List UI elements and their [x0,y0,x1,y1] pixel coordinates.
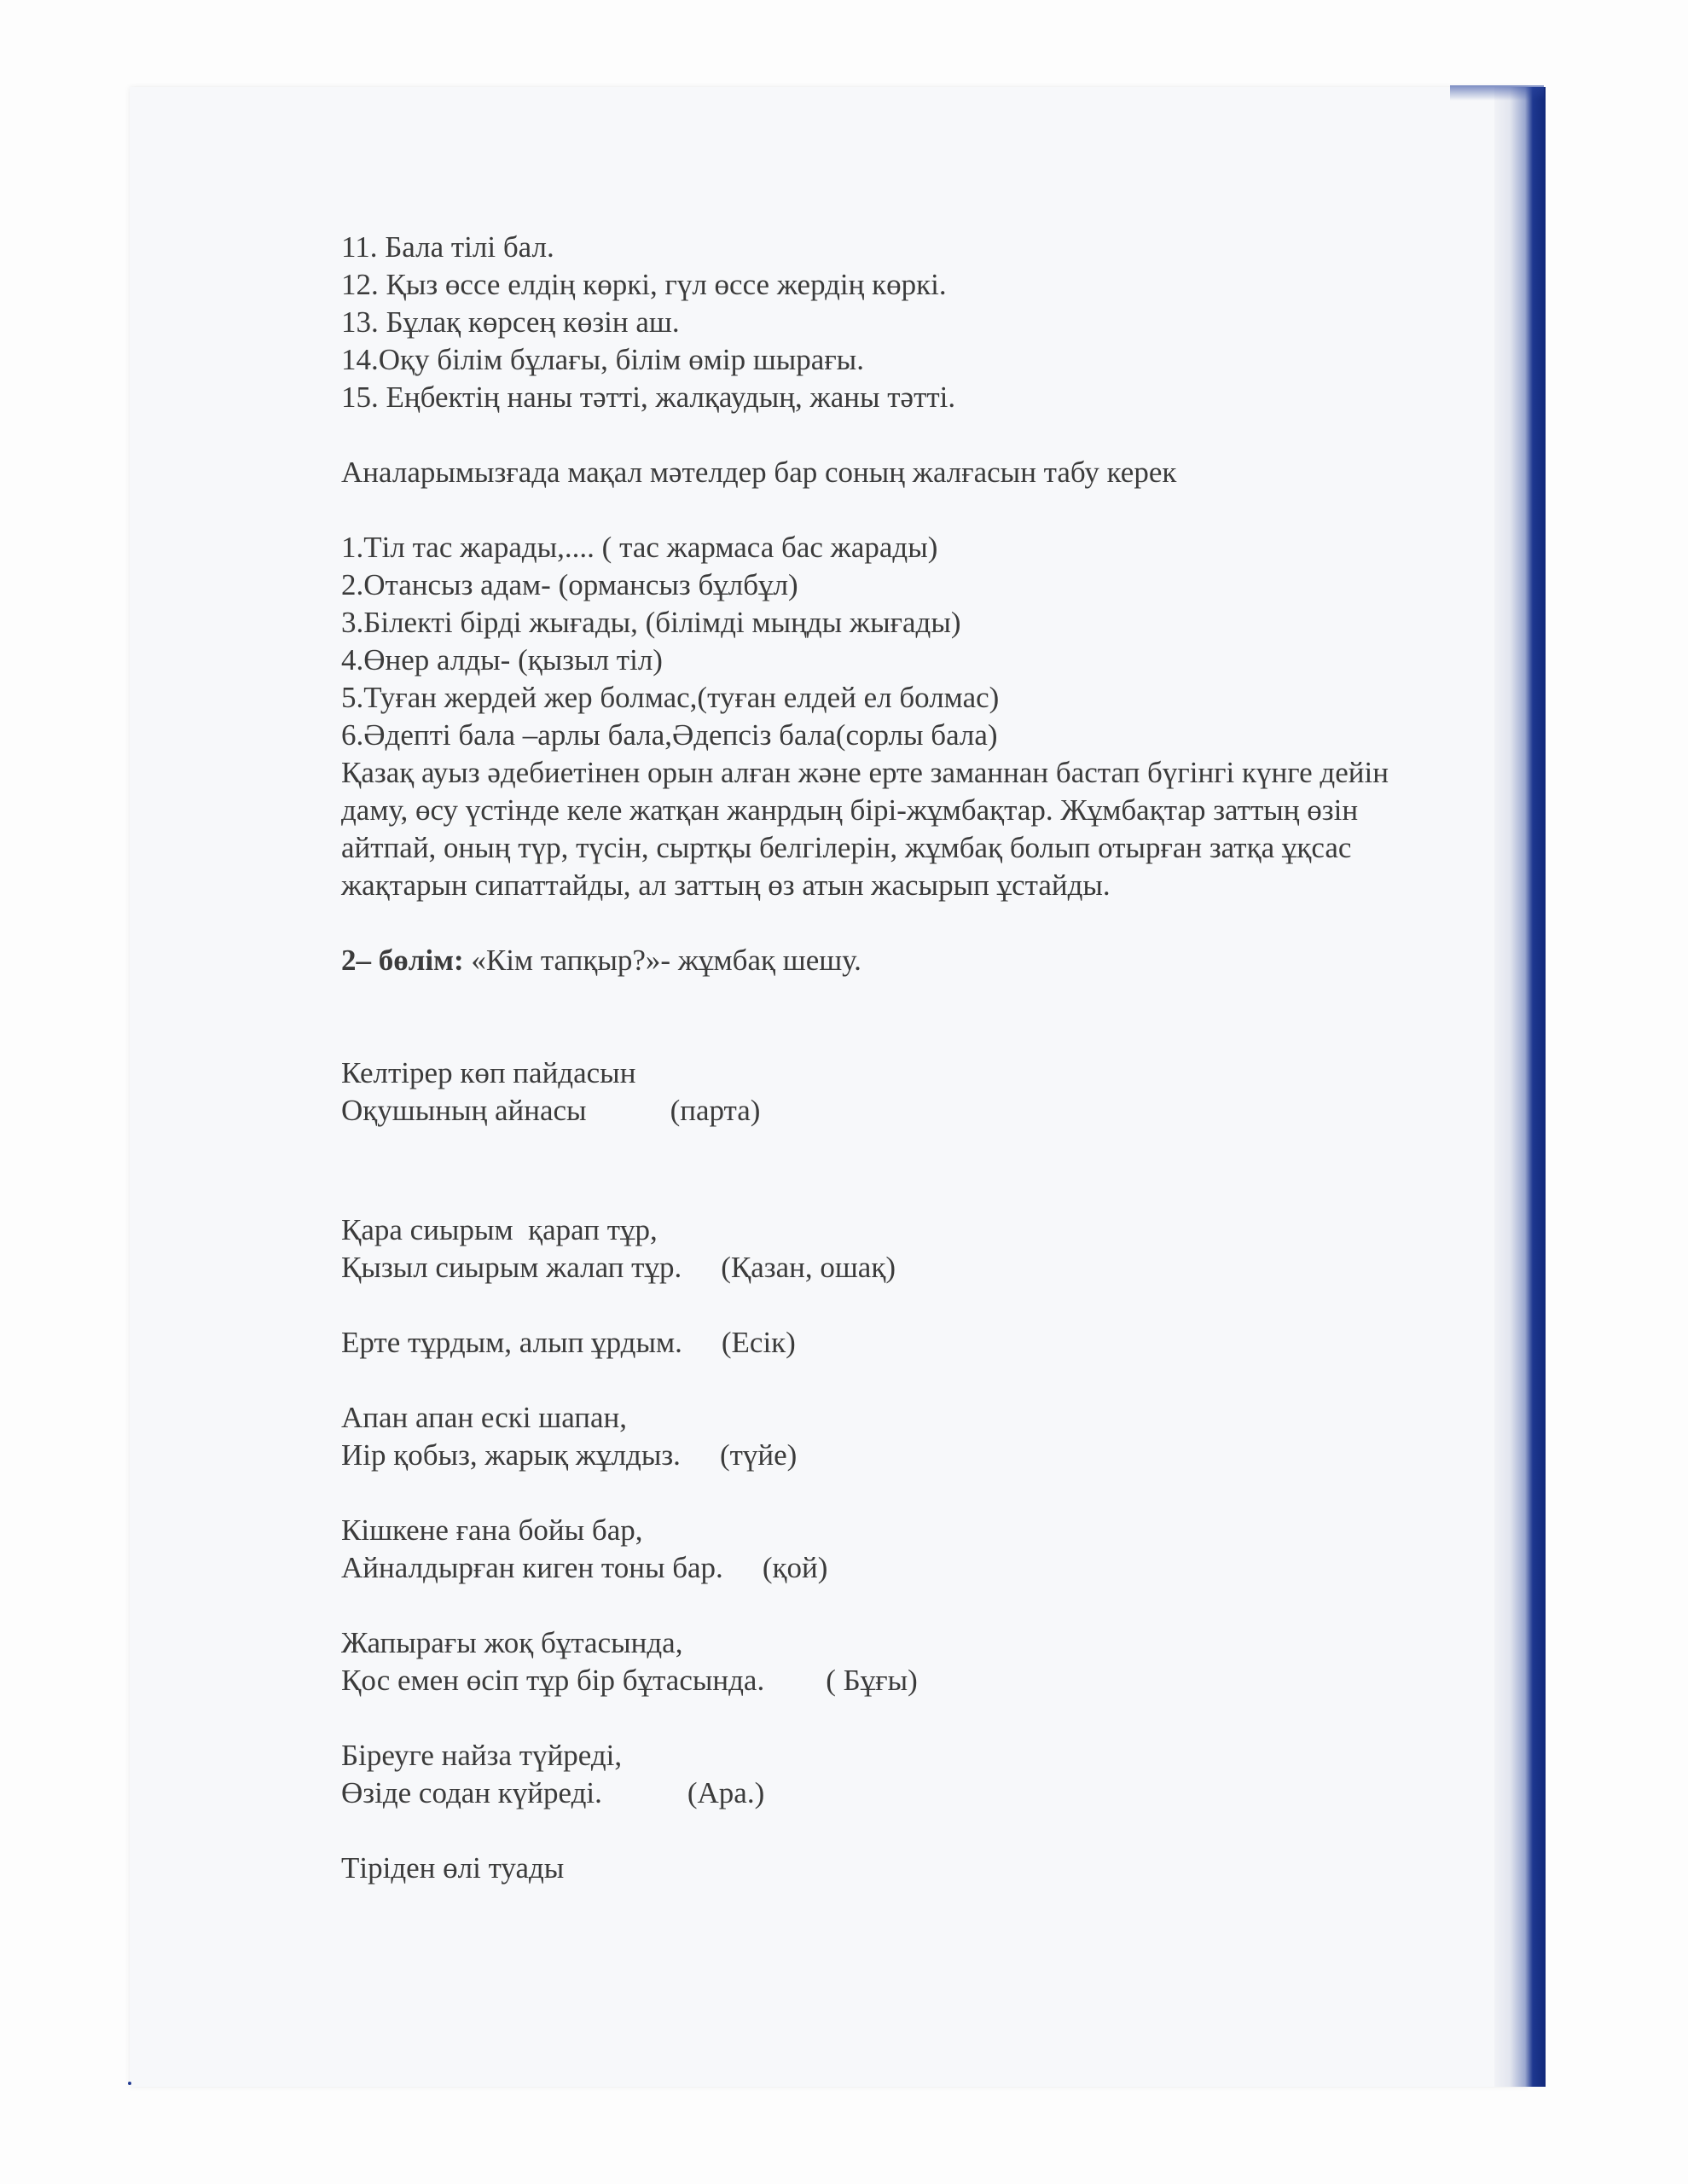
riddle-block [341,1399,1450,1474]
completion-item: 2.Отансыз адам- (ормансыз бұлбұл) [341,568,798,601]
completion-item: 5.Туған жердей жер болмас,(туған елдей ел болмас) [341,681,1000,714]
riddle-line: Жапырағы жоқ бұтасында, [341,1626,683,1659]
completion-item: 4.Өнер алды- (қызыл тіл) [341,643,663,677]
proverb-item: 13. Бұлақ көрсең көзін аш. [341,305,680,339]
riddle-answer: (парта) [670,1094,761,1127]
riddle-answer: (Ара.) [687,1776,765,1809]
riddle-block [341,1512,1450,1587]
riddle-line: Біреуге найза түйреді, [341,1739,623,1772]
completion-item: 3.Білекті бірді жығады, (білімді мыңды жығады) [341,606,961,639]
completion-item: 1.Тіл тас жарады,.... ( тас жармаса бас жарады) [341,531,938,564]
proverb-item: 14.Оқу білім бұлағы, білім өмір шырағы. [341,343,864,376]
riddle-line-text: Иір қобыз, жарық жұлдыз. [341,1438,681,1472]
riddle-answer: (түйе) [719,1438,798,1472]
riddle-line: Апан апан ескі шапан, [341,1401,628,1434]
riddle-line [341,1774,1450,1812]
riddle-block [341,1737,1450,1812]
riddle-line-text: Айналдырған киген тоны бар. [341,1551,723,1584]
proverb-item: 11. Бала тілі бал. [341,230,554,264]
riddle-line [341,1437,1450,1474]
riddle-line [341,1662,1450,1699]
riddle-block [341,1850,1450,1887]
riddles-paragraph: Қазақ ауыз әдебиетінен орын алған және ерте заманнан бастап бүгінгі күнге дейін даму, өсу үстінде келе жатқан жанрдың бірі-жұмбақтар. Жұмбақтар заттың өзін айтпай, оның түр, түсін, сыртқы белгілерін, жұмбақ болып отырған затқа ұқсас жақтарын сипаттайды, ал заттың өз атын жасырып ұстайды. [341,756,1389,902]
scan-speck [128,2082,131,2085]
riddle-answer: ( Бұғы) [826,1664,918,1697]
riddle-line [341,1249,1450,1287]
riddle-block [341,1324,1450,1362]
proverb-item: 15. Еңбектің наны тәтті, жалқаудың, жаны тәтті. [341,380,956,414]
riddle-line: Тіріден өлі туады [341,1851,565,1885]
riddle-line [341,1324,1450,1362]
proverb-item: 12. Қыз өссе елдің көркі, гүл өссе жердің көркі. [341,268,947,301]
riddle-line [341,1549,1450,1587]
riddle-line-text: Ерте тұрдым, алып ұрдым. [341,1326,682,1359]
riddle-line-text: Қызыл сиырым жалап тұр. [341,1251,682,1284]
completion-item: 6.Әдепті бала –арлы бала,Әдепсіз бала(сорлы бала) [341,718,998,752]
riddle-line: Қара сиырым қарап тұр, [341,1213,658,1246]
riddle-block [341,1054,1450,1130]
riddle-answer: (Қазан, ошақ) [721,1251,896,1284]
riddle-line-text: Оқушының айнасы [341,1094,587,1127]
riddle-block [341,1624,1450,1699]
riddle-line: Кішкене ғана бойы бар, [341,1513,643,1547]
section-title: «Кім тапқыр?»- жұмбақ шешу. [463,944,861,977]
section-label: 2– бөлім: [341,944,464,977]
binder-edge [1494,87,1546,2087]
completion-list [341,529,1450,754]
section-heading [341,942,1450,979]
riddle-block [341,1211,1450,1287]
riddle-line [341,1092,1450,1130]
document-body [341,229,1450,1887]
proverbs-list [341,229,1450,416]
riddle-answer: (Есік) [721,1326,796,1359]
riddle-line: Келтірер көп пайдасын [341,1056,636,1089]
binder-edge-top [1450,85,1544,101]
riddle-answer: (қой) [762,1551,828,1584]
riddle-line-text: Өзіде содан күйреді. [341,1776,602,1809]
riddle-line-text: Қос емен өсіп тұр бір бұтасында. [341,1664,765,1697]
task-intro: Аналарымызғада мақал мәтелдер бар соның жалғасын табу керек [341,456,1177,489]
